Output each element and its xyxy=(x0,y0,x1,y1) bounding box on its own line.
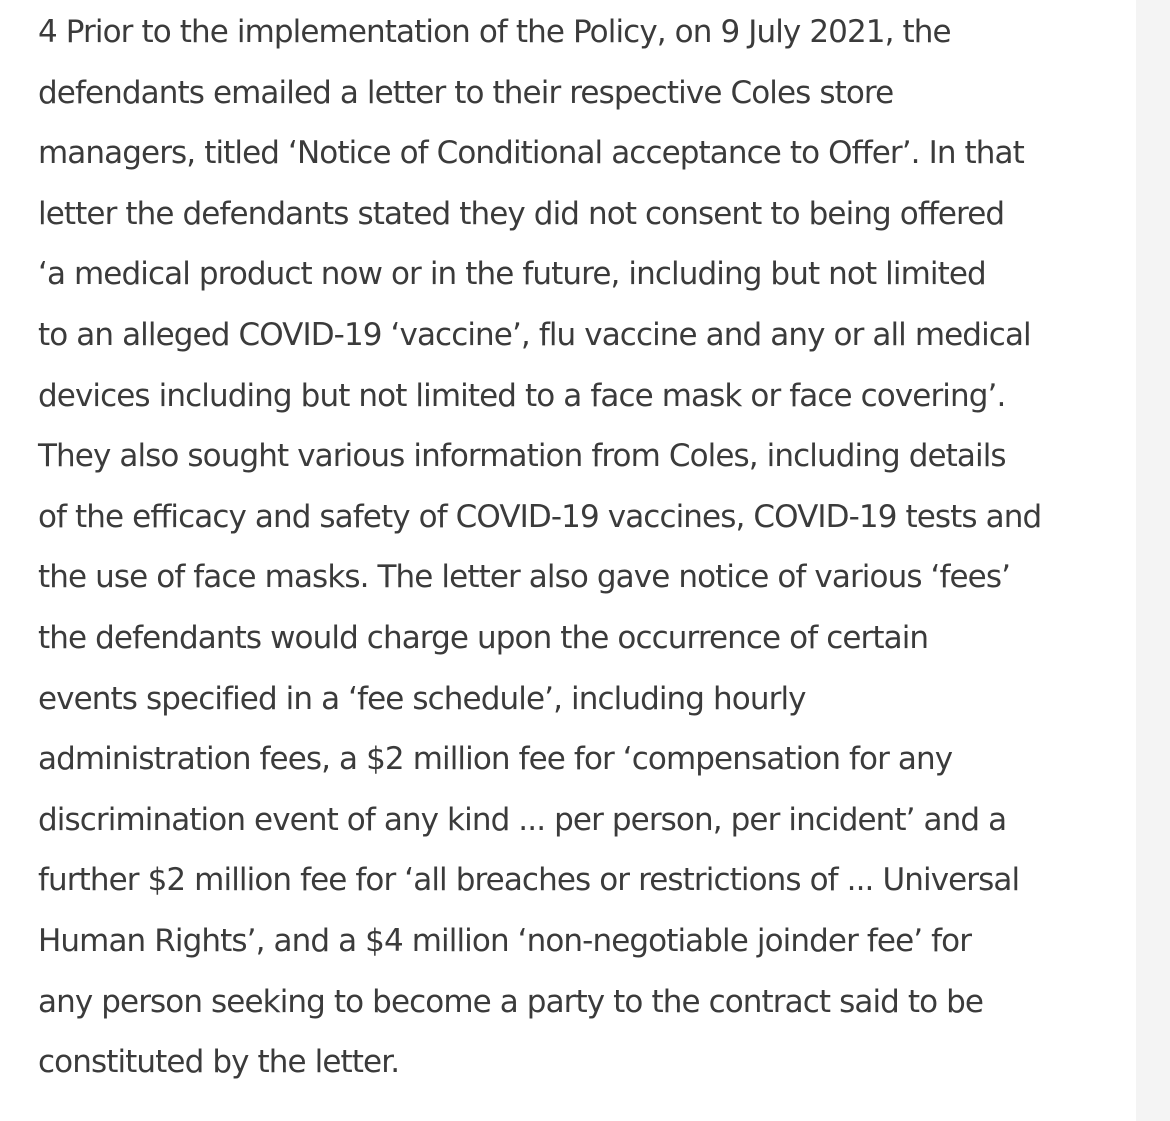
paragraph-line: managers, titled ‘Notice of Conditional acceptance to Offer’. In that xyxy=(38,135,1024,172)
paragraph-line: further $2 million fee for ‘all breaches or restrictions of ... Universal xyxy=(38,862,1020,899)
paragraph-line: the use of face masks. The letter also gave notice of various ‘fees’ xyxy=(38,559,1011,596)
paragraph-line: constituted by the letter. xyxy=(38,1044,400,1081)
paragraph-line: defendants emailed a letter to their respective Coles store xyxy=(38,74,894,111)
paragraph-line: ‘a medical product now or in the future, including but not limited xyxy=(38,256,986,293)
paragraph-line: letter the defendants stated they did not consent to being offered xyxy=(38,195,1005,232)
paragraph-line: the defendants would charge upon the occurrence of certain xyxy=(38,619,929,656)
paragraph-line: any person seeking to become a party to the contract said to be xyxy=(38,983,984,1020)
paragraph-line: of the efficacy and safety of COVID-19 vaccines, COVID-19 tests and xyxy=(38,498,1042,535)
paragraph-line: events specified in a ‘fee schedule’, including hourly xyxy=(38,680,806,717)
paragraph-line: Human Rights’, and a $4 million ‘non-negotiable joinder fee’ for xyxy=(38,922,972,959)
paragraph-line: They also sought various information from Coles, including details xyxy=(38,438,1006,475)
paragraph-line: devices including but not limited to a face mask or face covering’. xyxy=(38,377,1006,414)
paragraph-line: 4 Prior to the implementation of the Policy, on 9 July 2021, the xyxy=(38,14,951,50)
scrollbar-track[interactable] xyxy=(1136,0,1170,1121)
paragraph-line: administration fees, a $2 million fee for ‘compensation for any xyxy=(38,741,953,778)
paragraph-line: to an alleged COVID-19 ‘vaccine’, flu vaccine and any or all medical xyxy=(38,316,1031,353)
judgment-paragraph-4 xyxy=(38,0,1128,1093)
paragraph-line: discrimination event of any kind ... per person, per incident’ and a xyxy=(38,801,1007,838)
